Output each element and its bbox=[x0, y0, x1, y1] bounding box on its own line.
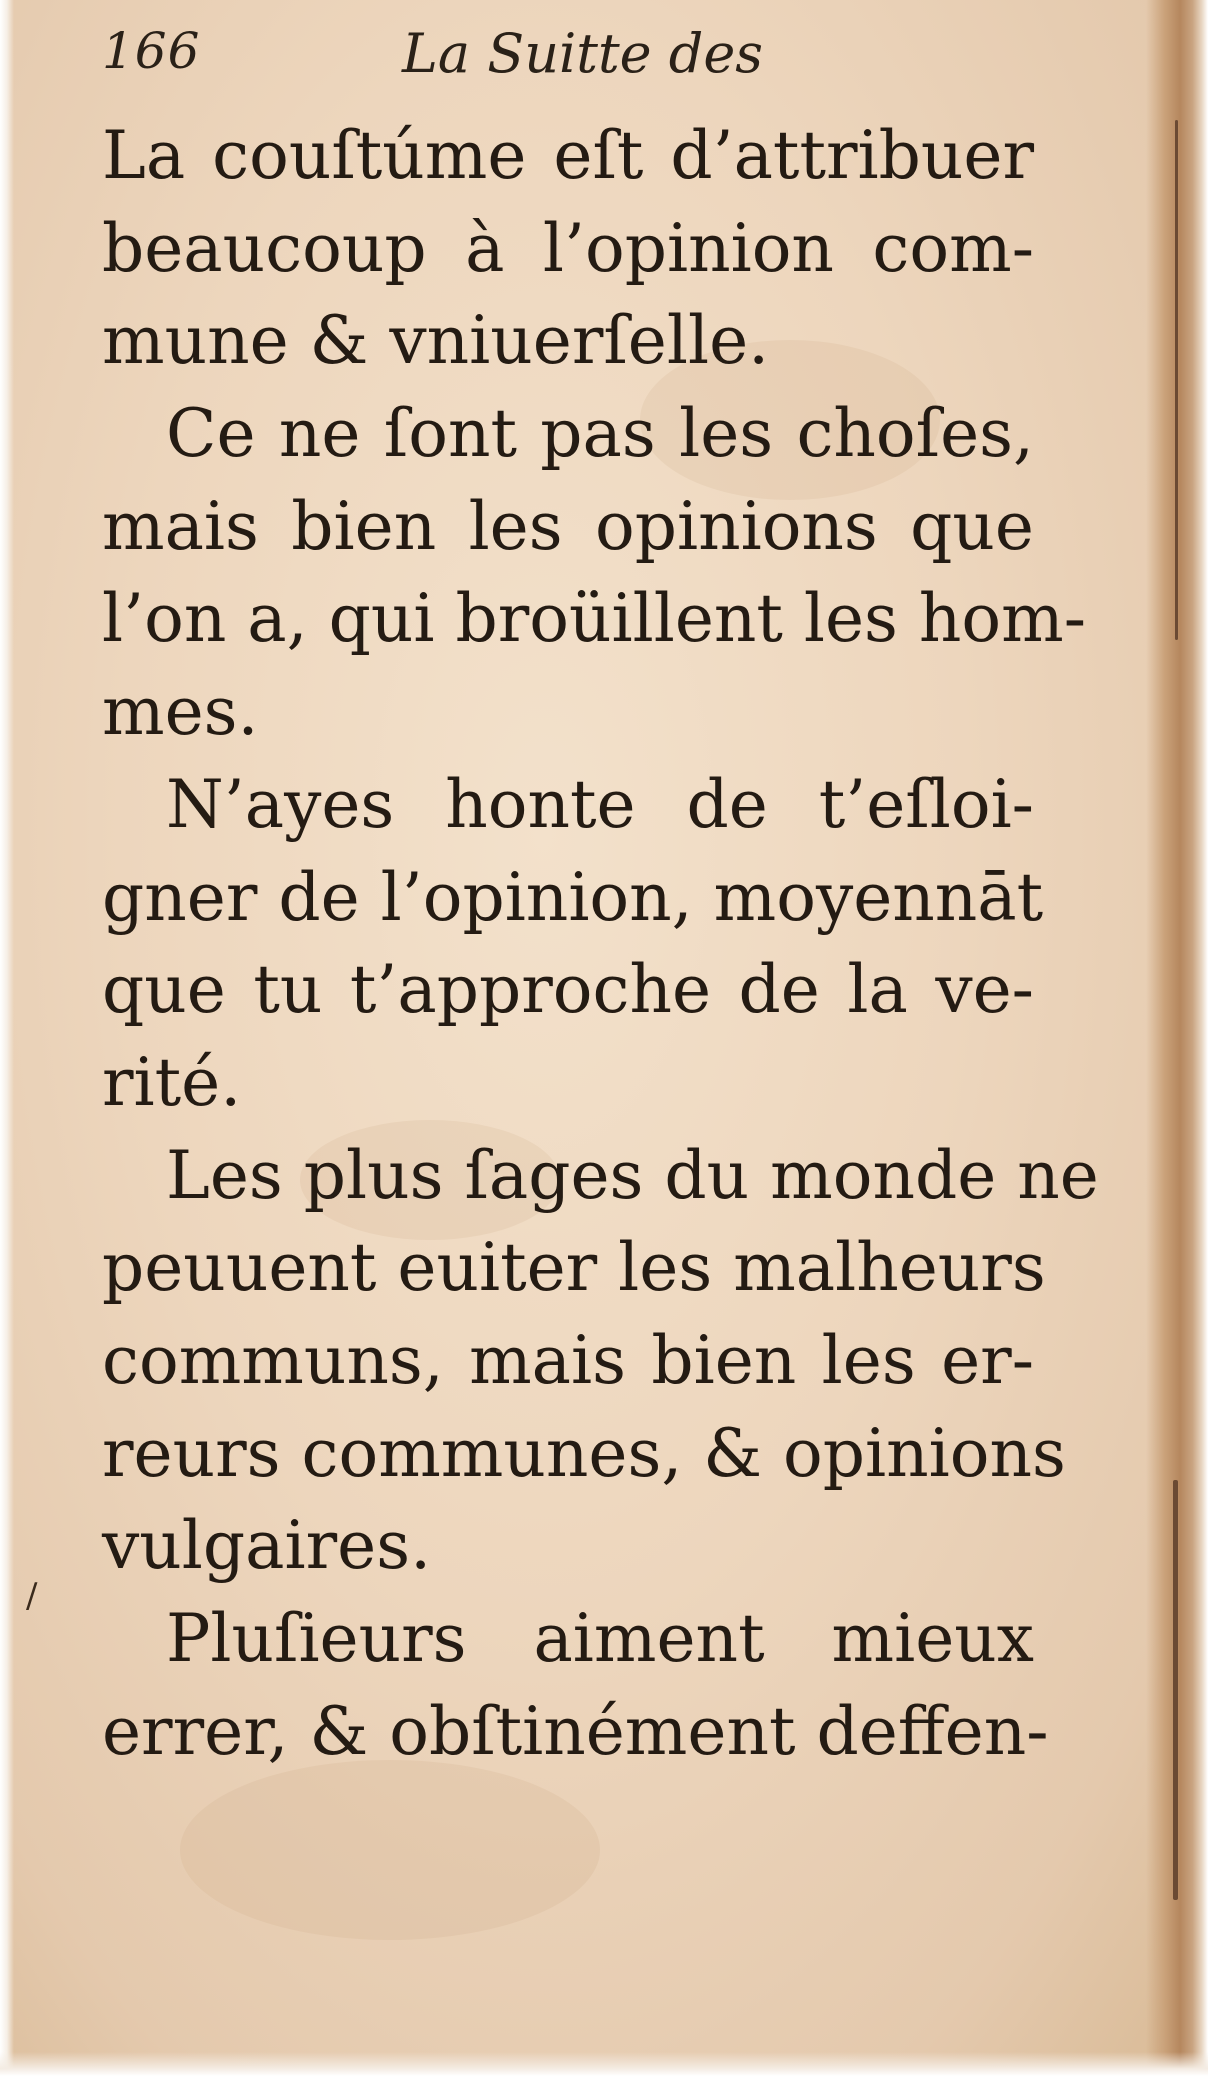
margin-mark: / bbox=[26, 1576, 38, 1616]
text-line: Les plus ſages du monde ne bbox=[166, 1136, 1099, 1214]
text-line: Pluſieurs aiment mieux bbox=[166, 1600, 1034, 1677]
fore-edge-shadow bbox=[1173, 1480, 1178, 1900]
text-line: La couſtúme eſt d’attribuer bbox=[102, 117, 1034, 194]
text-line: Ce ne ſont pas les choſes, bbox=[166, 395, 1034, 473]
text-line: mais bien les opinions que bbox=[102, 487, 1034, 565]
text-line: errer, & obſtinément deffen- bbox=[102, 1692, 1049, 1770]
text-line: l’on a, qui broüillent les hom- bbox=[102, 580, 1087, 658]
text-line: N’ayes honte de t’eſloi- bbox=[166, 765, 1034, 843]
text-line: mes. bbox=[102, 673, 259, 751]
text-line: gner de l’opinion, moyennāt bbox=[102, 858, 1044, 936]
text-line: reurs communes, & opinions bbox=[102, 1414, 1066, 1492]
text-line: vulgaires. bbox=[102, 1507, 432, 1585]
text-line: communs, mais bien les er- bbox=[102, 1321, 1034, 1399]
running-title: La Suitte des bbox=[402, 22, 764, 85]
text-line: mune & vniuerſelle. bbox=[102, 302, 770, 380]
running-head bbox=[102, 22, 802, 102]
page-left-edge bbox=[0, 0, 14, 2076]
body-text bbox=[102, 110, 1099, 1778]
text-line: que tu t’approche de la ve- bbox=[102, 951, 1034, 1029]
text-line: beaucoup à l’opinion com- bbox=[102, 209, 1034, 287]
text-line: rité. bbox=[102, 1043, 242, 1121]
page-bottom-edge bbox=[0, 2052, 1208, 2076]
text-line: peuuent euiter les malheurs bbox=[102, 1229, 1046, 1307]
page-number: 166 bbox=[102, 22, 201, 80]
fore-edge-shadow bbox=[1175, 120, 1178, 640]
paper-stain bbox=[180, 1760, 600, 1940]
